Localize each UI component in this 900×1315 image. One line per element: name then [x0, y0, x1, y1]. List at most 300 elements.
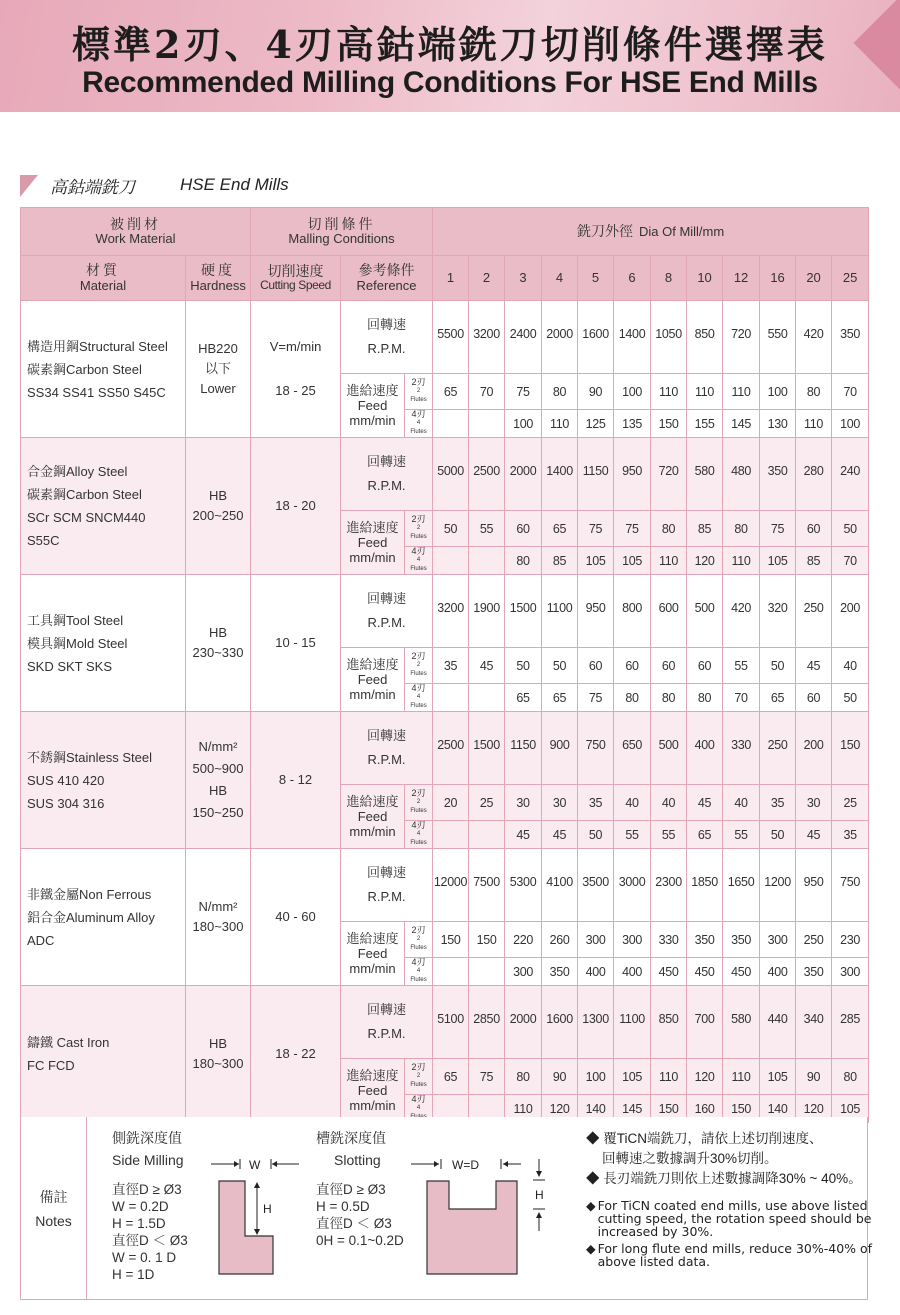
feed-2-value-cell: 110: [651, 374, 687, 410]
feed-label-zh: 進給速度: [346, 520, 399, 535]
feed-4-value-cell: 300: [505, 958, 542, 986]
header-row-groups: [21, 208, 869, 256]
flutes-en: Flutes: [410, 977, 427, 983]
feed-2-value-cell: 300: [614, 922, 651, 958]
rpm-value-cell: 285: [832, 986, 869, 1059]
rpm-value-cell: 1050: [651, 301, 687, 374]
rpm-value-cell: 720: [723, 301, 760, 374]
feed-4-value-cell: 140: [578, 1095, 614, 1123]
feed-4-value-cell: 50: [832, 684, 869, 712]
hardness-cell-line: 200~250: [192, 508, 244, 523]
feed-2-value-cell: 75: [505, 374, 542, 410]
rpm-value-cell: 440: [760, 986, 796, 1059]
flute-2-num: 2: [416, 525, 421, 531]
diameter-column-header: 2: [469, 256, 505, 301]
hardness-cell: [186, 575, 251, 712]
table-row-rpm: [21, 438, 869, 511]
feed-2-value-cell: 85: [687, 511, 723, 547]
rpm-value-cell: 5300: [505, 849, 542, 922]
hardness-cell: [186, 712, 251, 849]
feed-4-value-cell: 70: [832, 547, 869, 575]
feed-4-value-cell: 350: [542, 958, 578, 986]
material-cell-line: 碳素鋼Carbon Steel: [27, 487, 142, 502]
feed-2-value-cell: 35: [433, 648, 469, 684]
work-material-header: 被削材 Work Material: [21, 208, 251, 256]
rpm-value-cell: 3200: [469, 301, 505, 374]
material-cell-line: 非鐵金屬Non Ferrous: [27, 886, 152, 902]
feed-4-value-cell: 400: [760, 958, 796, 986]
notes-section: [20, 1117, 873, 1300]
feed-2-value-cell: 45: [687, 785, 723, 821]
rpm-value-cell: 650: [614, 712, 651, 785]
feed-2-value-cell: 50: [542, 648, 578, 684]
rpm-value-cell: 340: [796, 986, 832, 1059]
feed-2-value-cell: 70: [832, 374, 869, 410]
rpm-value-cell: 580: [723, 986, 760, 1059]
cutting-conditions-header: 切削條件 Malling Conditions: [251, 208, 433, 256]
feed-2-value-cell: 150: [433, 922, 469, 958]
feed-2-value-cell: 75: [469, 1059, 505, 1095]
bullet-zh-2: ◆ 長刃端銑刀則依上述數據調降30% ~ 40%。: [586, 1171, 862, 1186]
rpm-value-cell: 800: [614, 575, 651, 648]
rpm-value-cell: 7500: [469, 849, 505, 922]
feed-2-value-cell: 120: [687, 1059, 723, 1095]
feed-unit: mm/min: [349, 550, 396, 565]
feed-2-value-cell: 30: [542, 785, 578, 821]
feed-4-value-cell: 300: [832, 958, 869, 986]
material-cell-line: 模具鋼Mold Steel: [27, 635, 128, 651]
rpm-value-cell: 1900: [469, 575, 505, 648]
rpm-value-cell: 1400: [542, 438, 578, 511]
feed-4-value-cell: 50: [760, 821, 796, 849]
rpm-value-cell: 1150: [578, 438, 614, 511]
bullet-en-1: ◆ For TiCN coated end mills, use above listed cutting speed, the rotation speed should be increased by 30%.: [586, 1198, 872, 1239]
bullet-zh-1-cont: 回轉速之數據調升30%切削。: [602, 1151, 778, 1166]
feed-4-value-cell: 150: [723, 1095, 760, 1123]
diameter-column-header: 1: [433, 256, 469, 301]
rpm-label-zh: 回轉速: [367, 591, 407, 606]
flute-4-zh: 4刃: [411, 683, 426, 693]
rpm-value-cell: 1100: [542, 575, 578, 648]
hardness-cell-line: HB: [208, 783, 228, 798]
rpm-value-cell: 420: [796, 301, 832, 374]
material-cell-line: SKD SKT SKS: [27, 658, 113, 674]
feed-4-value-cell: 65: [687, 821, 723, 849]
material-cell-line: FC FCD: [27, 1058, 75, 1073]
feed-4-value-cell: 155: [687, 410, 723, 438]
feed-4-value-cell: [469, 821, 505, 849]
flute-4-label: [405, 410, 433, 438]
diameter-column-header: 3: [505, 256, 542, 301]
cutting-speed-cell-line: 18 - 20: [275, 498, 316, 513]
feed-2-value-cell: 40: [614, 785, 651, 821]
feed-4-value-cell: [469, 958, 505, 986]
rpm-label-cell: [341, 849, 433, 922]
feed-label-en: Feed: [357, 946, 388, 961]
hardness-cell-line: Lower: [200, 381, 236, 396]
feed-4-value-cell: 110: [723, 547, 760, 575]
feed-4-value-cell: 105: [578, 547, 614, 575]
rpm-value-cell: 2500: [469, 438, 505, 511]
rpm-value-cell: 1600: [578, 301, 614, 374]
rpm-value-cell: 900: [542, 712, 578, 785]
flutes-en: Flutes: [410, 1082, 427, 1088]
feed-4-value-cell: 55: [723, 821, 760, 849]
hardness-cell-line: 以下: [205, 361, 232, 376]
flute-4-label: [405, 684, 433, 712]
hardness-cell: [186, 986, 251, 1123]
rpm-value-cell: 320: [760, 575, 796, 648]
rpm-value-cell: 200: [796, 712, 832, 785]
feed-2-value-cell: 350: [687, 922, 723, 958]
feed-2-value-cell: 330: [651, 922, 687, 958]
flute-4-num: 4: [416, 968, 421, 974]
bullet-en-2: ◆ For long flute end mills, reduce 30%-40% of above listed data.: [586, 1241, 873, 1269]
diameter-column-header: 6: [614, 256, 651, 301]
feed-4-value-cell: 85: [796, 547, 832, 575]
feed-4-value-cell: [433, 684, 469, 712]
feed-label-zh: 進給速度: [346, 383, 399, 398]
hardness-cell-line: 230~330: [192, 645, 244, 660]
table-row-rpm: [21, 849, 869, 922]
rpm-label-en: R.P.M.: [367, 341, 406, 356]
rpm-value-cell: 1600: [542, 986, 578, 1059]
feed-4-value-cell: 150: [651, 410, 687, 438]
hardness-cell: [186, 301, 251, 438]
rpm-value-cell: 330: [723, 712, 760, 785]
flute-2-num: 2: [416, 1073, 421, 1079]
feed-4-value-cell: [433, 821, 469, 849]
feed-2-value-cell: 75: [578, 511, 614, 547]
feed-2-value-cell: 35: [760, 785, 796, 821]
rpm-value-cell: 4100: [542, 849, 578, 922]
feed-label-cell: [341, 1059, 405, 1123]
rpm-value-cell: 2850: [469, 986, 505, 1059]
hardness-cell-line: HB: [208, 625, 228, 640]
hardness-cell-line: 180~300: [192, 919, 244, 934]
feed-4-value-cell: 75: [578, 684, 614, 712]
material-cell-line: SS34 SS41 SS50 S45C: [27, 384, 166, 400]
feed-4-value-cell: 80: [651, 684, 687, 712]
rpm-value-cell: 2000: [505, 438, 542, 511]
flute-4-num: 4: [416, 831, 421, 837]
diameter-column-header: 25: [832, 256, 869, 301]
flute-4-num: 4: [416, 420, 421, 426]
feed-4-value-cell: 145: [723, 410, 760, 438]
feed-2-value-cell: 110: [723, 374, 760, 410]
rpm-value-cell: 12000: [433, 849, 469, 922]
feed-4-value-cell: 450: [651, 958, 687, 986]
feed-2-value-cell: 60: [651, 648, 687, 684]
feed-4-value-cell: 100: [505, 410, 542, 438]
rpm-value-cell: 2400: [505, 301, 542, 374]
feed-4-value-cell: 45: [796, 821, 832, 849]
flute-2-label: [405, 785, 433, 821]
flutes-en: Flutes: [410, 703, 427, 709]
rpm-value-cell: 350: [760, 438, 796, 511]
diameter-column-header: 5: [578, 256, 614, 301]
rpm-value-cell: 400: [687, 712, 723, 785]
cutting-speed-cell-line: 18 - 22: [275, 1046, 316, 1061]
hardness-column-header: 硬度 Hardness: [186, 256, 251, 301]
feed-4-value-cell: 400: [578, 958, 614, 986]
feed-4-value-cell: 140: [760, 1095, 796, 1123]
section-title-zh: 高鈷端銑刀: [50, 177, 135, 198]
flute-2-num: 2: [416, 662, 421, 668]
feed-4-value-cell: 105: [614, 547, 651, 575]
flute-4-label: [405, 958, 433, 986]
feed-label-en: Feed: [357, 398, 388, 413]
feed-2-value-cell: 25: [832, 785, 869, 821]
feed-4-value-cell: 55: [651, 821, 687, 849]
feed-unit: mm/min: [349, 687, 396, 702]
hardness-cell-line: 180~300: [192, 1056, 244, 1071]
rpm-value-cell: 2300: [651, 849, 687, 922]
feed-2-value-cell: 35: [578, 785, 614, 821]
feed-2-value-cell: 50: [433, 511, 469, 547]
feed-2-value-cell: 80: [505, 1059, 542, 1095]
table-row-rpm: [21, 301, 869, 374]
side-milling-diagram: [209, 1147, 299, 1287]
feed-2-value-cell: 80: [832, 1059, 869, 1095]
rpm-label-cell: [341, 712, 433, 785]
feed-2-value-cell: 40: [651, 785, 687, 821]
diameter-column-header: 16: [760, 256, 796, 301]
cutting-speed-cell-line: 8 - 12: [278, 772, 313, 787]
page-title-en: Recommended Milling Conditions For HSE End Mills: [82, 66, 818, 99]
rpm-value-cell: 1200: [760, 849, 796, 922]
feed-2-value-cell: 250: [796, 922, 832, 958]
feed-label-zh: 進給速度: [346, 657, 399, 672]
material-cell-line: 工具鋼Tool Steel: [27, 612, 124, 628]
feed-unit: mm/min: [349, 824, 396, 839]
rpm-label-en: R.P.M.: [367, 1026, 406, 1041]
feed-4-value-cell: 150: [651, 1095, 687, 1123]
feed-4-value-cell: 160: [687, 1095, 723, 1123]
rpm-value-cell: 3500: [578, 849, 614, 922]
hardness-cell-line: HB220: [198, 341, 238, 356]
feed-2-value-cell: 110: [651, 1059, 687, 1095]
feed-2-value-cell: 55: [723, 648, 760, 684]
rpm-value-cell: 250: [796, 575, 832, 648]
flutes-en: Flutes: [410, 945, 427, 951]
side-milling-notes: 側銑深度值 Side Milling 直徑D ≥ Ø3 W = 0.2D H = 1.5D 直徑D ＜ Ø3 W = 0. 1 D H = 1D: [112, 1130, 188, 1282]
cutting-speed-cell: [251, 301, 341, 438]
feed-4-value-cell: 60: [796, 684, 832, 712]
material-cell-line: SUS 410 420: [27, 772, 105, 788]
rpm-value-cell: 950: [796, 849, 832, 922]
material-column-header: 材質 Material: [21, 256, 186, 301]
feed-2-value-cell: 25: [469, 785, 505, 821]
feed-4-value-cell: 55: [614, 821, 651, 849]
feed-2-value-cell: 70: [469, 374, 505, 410]
hardness-cell-line: 150~250: [192, 805, 244, 820]
svg-text:H: H: [263, 1202, 272, 1216]
cutting-speed-cell: [251, 849, 341, 986]
hardness-cell: [186, 849, 251, 986]
rpm-value-cell: 200: [832, 575, 869, 648]
flute-4-num: 4: [416, 694, 421, 700]
rpm-value-cell: 580: [687, 438, 723, 511]
hardness-cell-line: 500~900: [192, 761, 244, 776]
flutes-en: Flutes: [410, 808, 427, 814]
feed-2-value-cell: 110: [723, 1059, 760, 1095]
feed-4-value-cell: 120: [687, 547, 723, 575]
feed-2-value-cell: 110: [687, 374, 723, 410]
feed-2-value-cell: 90: [578, 374, 614, 410]
rpm-value-cell: 950: [614, 438, 651, 511]
flute-2-zh: 2刃: [411, 651, 426, 661]
rpm-value-cell: 1150: [505, 712, 542, 785]
feed-2-value-cell: 55: [469, 511, 505, 547]
feed-unit: mm/min: [349, 413, 396, 428]
diameter-column-header: 4: [542, 256, 578, 301]
material-cell: [21, 575, 186, 712]
rpm-value-cell: 420: [723, 575, 760, 648]
table-row-rpm: [21, 575, 869, 648]
flute-2-zh: 2刃: [411, 788, 426, 798]
feed-4-value-cell: 110: [505, 1095, 542, 1123]
feed-4-value-cell: 65: [542, 684, 578, 712]
feed-4-value-cell: 80: [687, 684, 723, 712]
cutting-speed-column-header: 切削速度 Cutting Speed: [251, 256, 341, 301]
section-title-en: HSE End Mills: [180, 175, 289, 194]
feed-4-value-cell: 45: [505, 821, 542, 849]
feed-label-cell: [341, 785, 405, 849]
rpm-value-cell: 5500: [433, 301, 469, 374]
rpm-value-cell: 950: [578, 575, 614, 648]
flutes-en: Flutes: [410, 566, 427, 572]
feed-2-value-cell: 40: [832, 648, 869, 684]
cutting-speed-cell: [251, 712, 341, 849]
reference-column-header: 參考條件 Reference: [341, 256, 433, 301]
feed-label-cell: [341, 922, 405, 986]
feed-unit: mm/min: [349, 961, 396, 976]
flute-4-label: [405, 547, 433, 575]
rpm-value-cell: 1650: [723, 849, 760, 922]
feed-2-value-cell: 60: [505, 511, 542, 547]
feed-2-value-cell: 65: [542, 511, 578, 547]
feed-4-value-cell: 50: [578, 821, 614, 849]
feed-2-value-cell: 260: [542, 922, 578, 958]
feed-4-value-cell: 70: [723, 684, 760, 712]
feed-4-value-cell: 110: [796, 410, 832, 438]
rpm-label-zh: 回轉速: [367, 865, 407, 880]
rpm-label-en: R.P.M.: [367, 889, 406, 904]
feed-2-value-cell: 60: [578, 648, 614, 684]
feed-label-cell: [341, 648, 405, 712]
feed-label-en: Feed: [357, 809, 388, 824]
rpm-value-cell: 600: [651, 575, 687, 648]
cutting-speed-cell: [251, 986, 341, 1123]
feed-label-cell: [341, 374, 405, 438]
material-cell-line: SCr SCM SNCM440: [27, 510, 146, 525]
feed-4-value-cell: 145: [614, 1095, 651, 1123]
feed-4-value-cell: 110: [651, 547, 687, 575]
rpm-value-cell: 850: [687, 301, 723, 374]
flutes-en: Flutes: [410, 397, 427, 403]
hardness-cell: [186, 438, 251, 575]
material-cell: [21, 986, 186, 1123]
cutting-speed-cell-line: 40 - 60: [275, 909, 316, 924]
flutes-en: Flutes: [410, 840, 427, 846]
header-row-columns: [21, 256, 869, 301]
diameter-column-header: 10: [687, 256, 723, 301]
feed-2-value-cell: 80: [651, 511, 687, 547]
flute-4-num: 4: [416, 1105, 421, 1111]
flute-2-zh: 2刃: [411, 1062, 426, 1072]
feed-4-value-cell: 120: [542, 1095, 578, 1123]
rpm-value-cell: 240: [832, 438, 869, 511]
feed-4-value-cell: [469, 410, 505, 438]
hardness-cell-line: HB: [208, 488, 228, 503]
slotting-notes: 槽銑深度值 Slotting 直徑D ≥ Ø3 H = 0.5D 直徑D ＜ Ø3 0H = 0.1~0.2D: [316, 1130, 404, 1248]
rpm-value-cell: 850: [651, 986, 687, 1059]
feed-4-value-cell: 450: [723, 958, 760, 986]
cutting-speed-cell: [251, 438, 341, 575]
material-cell-line: 構造用鋼Structural Steel: [27, 338, 168, 354]
feed-4-value-cell: 65: [505, 684, 542, 712]
feed-4-value-cell: 135: [614, 410, 651, 438]
milling-conditions-table: [20, 207, 869, 1123]
flute-4-label: [405, 821, 433, 849]
feed-2-value-cell: 100: [578, 1059, 614, 1095]
feed-4-value-cell: 400: [614, 958, 651, 986]
feed-4-value-cell: 80: [505, 547, 542, 575]
rpm-value-cell: 500: [687, 575, 723, 648]
feed-4-value-cell: 35: [832, 821, 869, 849]
flute-4-num: 4: [416, 557, 421, 563]
feed-unit: mm/min: [349, 1098, 396, 1113]
rpm-value-cell: 1100: [614, 986, 651, 1059]
rpm-value-cell: 3200: [433, 575, 469, 648]
rpm-label-zh: 回轉速: [367, 317, 407, 332]
feed-4-value-cell: [433, 410, 469, 438]
diameter-column-header: 12: [723, 256, 760, 301]
rpm-label-cell: [341, 575, 433, 648]
feed-2-value-cell: 45: [469, 648, 505, 684]
feed-4-value-cell: [469, 547, 505, 575]
material-cell-line: S55C: [27, 533, 60, 548]
feed-2-value-cell: 40: [723, 785, 760, 821]
table-row-rpm: [21, 712, 869, 785]
rpm-value-cell: 3000: [614, 849, 651, 922]
rpm-value-cell: 250: [760, 712, 796, 785]
feed-2-value-cell: 80: [723, 511, 760, 547]
slotting-diagram: [411, 1147, 561, 1287]
feed-4-value-cell: [433, 547, 469, 575]
feed-label-en: Feed: [357, 1083, 388, 1098]
flute-4-zh: 4刃: [411, 409, 426, 419]
svg-text:H: H: [535, 1188, 544, 1202]
title-banner: [0, 0, 900, 112]
material-cell-line: 不銹鋼Stainless Steel: [27, 749, 152, 765]
feed-4-value-cell: 130: [760, 410, 796, 438]
feed-label-en: Feed: [357, 535, 388, 550]
flute-4-zh: 4刃: [411, 546, 426, 556]
flutes-en: Flutes: [410, 429, 427, 435]
diameter-header: 銑刀外徑 Dia Of Mill/mm: [433, 208, 869, 256]
feed-2-value-cell: 45: [796, 648, 832, 684]
feed-label-zh: 進給速度: [346, 1068, 399, 1083]
material-cell: [21, 712, 186, 849]
rpm-value-cell: 750: [832, 849, 869, 922]
flutes-en: Flutes: [410, 534, 427, 540]
svg-text:W: W: [249, 1158, 261, 1172]
feed-2-value-cell: 60: [614, 648, 651, 684]
material-cell-line: ADC: [27, 932, 55, 948]
feed-2-value-cell: 300: [578, 922, 614, 958]
